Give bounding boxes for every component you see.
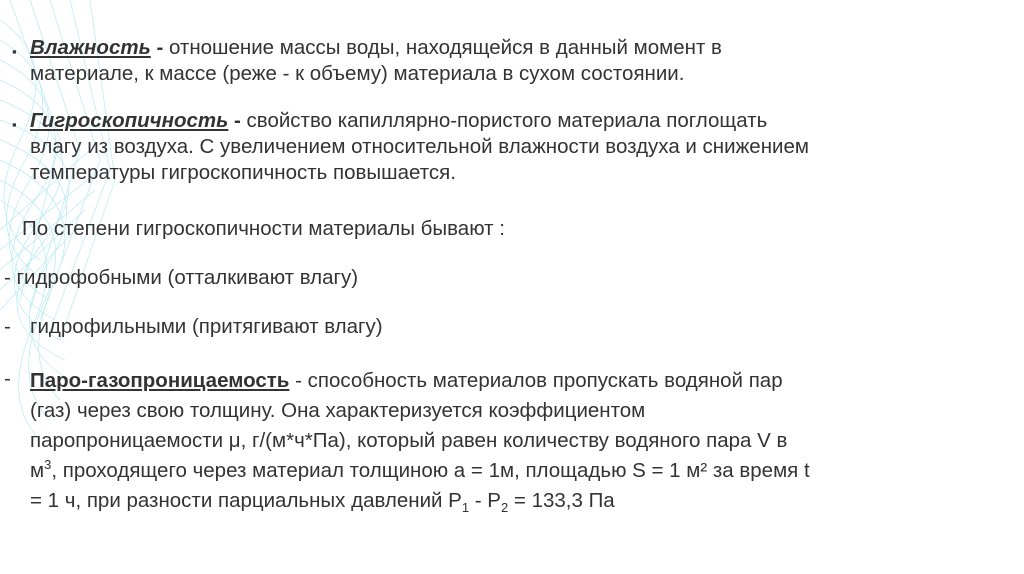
subscript: 1 [461,500,470,516]
term-gigroskopichnost: Гигроскопичность [30,109,229,132]
definition-line: , проходящего через материал толщиною а = 1м, площадью S = 1 м² за время t [51,459,810,482]
definition-line: - способность материалов пропускать водяной пар [289,369,783,392]
list-text: гидрофильными (притягивают влагу) [30,315,383,338]
definition-line: - Р [469,489,501,512]
paragraph-vlazhnost [30,35,722,87]
definition-line: = 133,3 Па [508,489,615,512]
list-dash: - [4,315,11,338]
term-dash: - [150,36,169,59]
definition-line: температуры гигроскопичность повышается. [30,161,456,184]
superscript: 3 [44,457,52,473]
list-item-hydrophobic: - гидрофобными (отталкивают влагу) [4,266,359,289]
paragraph-paropronitsaemost [30,366,810,516]
definition-line: отношение массы воды, находящейся в данный момент в [168,36,722,59]
definition-line: = 1 ч, при разности парциальных давлений Р [30,489,462,512]
definition-line: материале, к массе (реже - к объему) материала в сухом состоянии. [30,62,685,85]
subscript: 2 [500,500,509,516]
term-paro-gazopronitsaemost: Паро-газопроницаемость [30,369,290,392]
definition-line: свойство капиллярно-пористого материала поглощать [246,109,768,132]
term-dash: - [228,109,247,132]
term-vlazhnost: Влажность [30,36,151,59]
intro-text: По степени гигроскопичности материалы бывают : [22,217,505,240]
bullet-marker: ▪ [12,44,17,59]
bullet-marker: ▪ [12,117,17,132]
definition-line: м [30,459,45,482]
definition-line: паропроницаемости μ, г/(м*ч*Па), который равен количеству водяного пара V в [30,429,788,452]
list-item-hydrophilic [4,314,383,340]
definition-line: (газ) через свою толщину. Она характеризуется коэффициентом [30,399,646,422]
paragraph-gigroskopichnost [30,108,809,186]
list-dash: - [4,367,11,390]
definition-line: влагу из воздуха. С увеличением относительной влажности воздуха и снижением [30,135,809,158]
